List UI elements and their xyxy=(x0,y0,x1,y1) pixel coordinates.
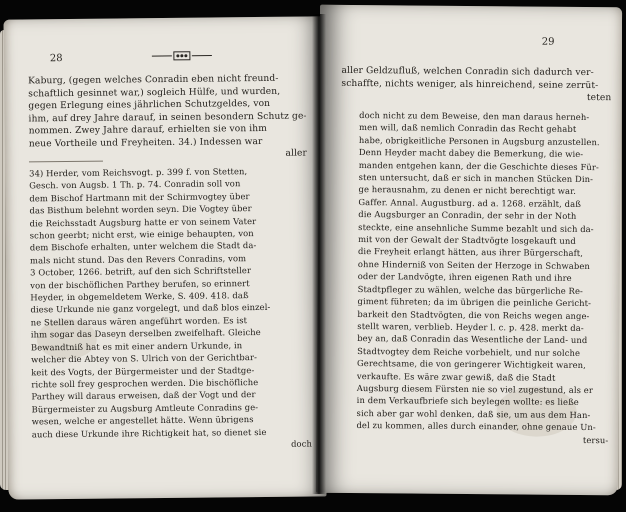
left-body-text xyxy=(28,73,307,163)
footnote-line: schon geerbt; nicht erst, wie einige behaupten, von xyxy=(29,228,254,241)
footnote-line: manden entgehen kann, der die Geschichte dieses Für- xyxy=(358,159,599,172)
footnote-line: mals nicht stund. Das den Revers Conradins, vom xyxy=(29,252,247,266)
footnote-line: Stadtpfleger zu wählen, welche das bürgerliche Re- xyxy=(357,283,584,296)
text-line: neue Vortheile und Freyheiten. 34.) Indessen war xyxy=(28,136,263,149)
footnote-line: Gaffer. Annal. Augustburg. ad a. 1268. erzählt, daß xyxy=(358,196,581,209)
catchword: tersu- xyxy=(582,434,609,445)
footnote-line: Augsburg diesem Fürsten nie so viel zugestund, als er xyxy=(356,382,594,396)
footnote-line: steckte, eine ansehnliche Summe bezahlt und sich da- xyxy=(358,221,594,234)
catchword: doch xyxy=(291,438,313,449)
footnote-line: Gerechtsame, die von geringerer Wichtigkeit waren, xyxy=(356,358,586,371)
footnote-line: Heyder, in obgemeldetem Werke, S. 409. 418. daß xyxy=(30,290,249,303)
footnote-line: die Augsburger an Conradin, der sehr in der Noth xyxy=(358,209,577,222)
footnote-line: ge herausnahm, zu denen er nicht berechtigt war. xyxy=(358,184,577,197)
footnote-line: stellt waren, verblieb. Heyder l. c. p. 428. merkt da- xyxy=(357,320,584,333)
footnote-line: ne Stellen daraus wären angeführt worden. Es ist xyxy=(30,315,248,328)
footnote-line: sich aber gar wohl denken, daß sie, um aus dem Han- xyxy=(356,407,591,420)
footnote-line: ohne Hinderniß von Seiten der Herzoge in Schwaben xyxy=(357,258,590,271)
footnote-line: von der bischöflichen Parthey berufen, so erinnert xyxy=(30,277,250,291)
footnote-line: diese Urkunde nie ganz vorgelegt, und daß blos einzel- xyxy=(30,302,271,315)
footnote-line: die Reichsstadt Augsburg hatte er von seinem Vater xyxy=(29,215,257,229)
footnote-line: Bürgermeister zu Augsburg Amtleute Conradins ge- xyxy=(31,401,259,415)
footnote-line: Bewandtniß hat es mit einer andern Urkunde, in xyxy=(30,339,243,353)
footnote-line: Parthey will daraus erweisen, daß der Vogt und der xyxy=(31,389,256,402)
text-line: gegen Erlegung eines jährlichen Schutzgeldes, von xyxy=(28,98,271,112)
footnote-line: sten untersucht, daß er sich in manchen Stücken Din- xyxy=(358,172,594,185)
footnote-line: ihm sogar das Daseyn derselben zweifelhaft. Gleiche xyxy=(30,327,261,340)
footnote-line: Gesch. von Augsb. 1 Th. p. 74. Conradin soll von xyxy=(29,178,241,191)
catchword: teten xyxy=(586,93,612,104)
ornament-divider-icon xyxy=(150,49,214,62)
footnote-line: keit des Vogts, der Bürgermeister und der Stadtge- xyxy=(31,364,255,377)
footnote-line: doch nicht zu dem Beweise, den man daraus herneh- xyxy=(359,110,590,123)
book-gutter xyxy=(312,14,326,494)
footnote-line: Denn Heyder macht dabey die Bemerkung, die wie- xyxy=(358,147,584,160)
footnote-line: 3 October, 1266. betrift, auf den sich Schriftsteller xyxy=(30,265,252,278)
footnote-line: bey an, daß Conradin das Wesentliche der Land- und xyxy=(357,333,588,346)
text-line: schaffte, nichts weniger, als hinreichend, seine zerrüt- xyxy=(341,78,599,91)
footnote-line: barkeit den Stadtvögten, die von Reichs wegen ange- xyxy=(357,308,590,321)
footnote-line: verkaufte. Es wäre zwar gewiß, daß die Stadt xyxy=(356,370,556,383)
footnote-line: dem Bischofe erhalten, unter welchem die Stadt da- xyxy=(29,240,257,253)
right-body-text xyxy=(341,65,611,105)
footnote-line: richte soll frey gesprochen werden. Die bischöfliche xyxy=(31,376,259,390)
text-line: Kaburg, (gegen welches Conradin eben nicht freund- xyxy=(28,73,279,87)
footnote-line: del zu kommen, alles durch einander, ohne genaue Un- xyxy=(356,420,596,433)
text-line: schaftlich gesinnet war,) sogleich Hülfe, und wurden, xyxy=(28,86,281,99)
footnote-line: auch diese Urkunde ihre Richtigkeit hat, so dienet sie xyxy=(31,426,267,439)
footnote-line: das Bisthum belehnt worden seyn. Die Vogtey über xyxy=(29,203,252,216)
right-footnote-text xyxy=(356,109,611,446)
footnote-line: die Freyheit erlangt hätten, aus ihrer Bürgerschaft, xyxy=(357,246,584,259)
footnote-line: 34) Herder, vom Reichsvogt. p. 399 f. von Stetten, xyxy=(29,166,248,179)
footnote-line: mit von der Gewalt der Stadtvögte losgekauft und xyxy=(358,234,576,246)
footnote-line: wesen, welche er angestellet hätte. Wenn übrigens xyxy=(31,414,254,427)
left-page-number: 28 xyxy=(49,53,63,65)
left-page xyxy=(3,16,326,499)
catchword: aller xyxy=(285,148,307,159)
text-line: ihm, auf drey Jahre darauf, in seinen besondern Schutz ge- xyxy=(28,111,307,124)
text-line: nommen. Zwey Jahre darauf, erhielten sie von ihm xyxy=(28,123,268,137)
footnote-line: oder der Landvögte, ihren eigenen Rath und ihre xyxy=(357,271,572,284)
footnote-line: Stadtvogtey dem Reiche vorbehielt, und nur solche xyxy=(357,345,581,358)
right-page xyxy=(316,5,622,496)
footnote-line: men will, daß nemlich Conradin das Recht gehabt xyxy=(359,122,577,135)
footnote-line: dem Bischof Hartmann mit der Schirmvogtey über xyxy=(29,190,250,204)
right-page-number: 29 xyxy=(541,36,555,48)
footnote-line: habe, obrigkeitliche Personen in Augsburg anzustellen. xyxy=(358,134,600,147)
footnote-line: welcher die Abtey von S. Ulrich von der Gerichtbar- xyxy=(31,352,258,365)
text-line: aller Geldzufluß, welchen Conradin sich dadurch ver- xyxy=(341,65,594,79)
footnote-line: in dem Verkaufbriefe sich beylegen wollte: es ließe xyxy=(356,395,579,408)
footnote-line: giment führeten; da im übrigen die peinliche Gericht- xyxy=(357,296,592,309)
left-footnote-text xyxy=(29,164,312,452)
